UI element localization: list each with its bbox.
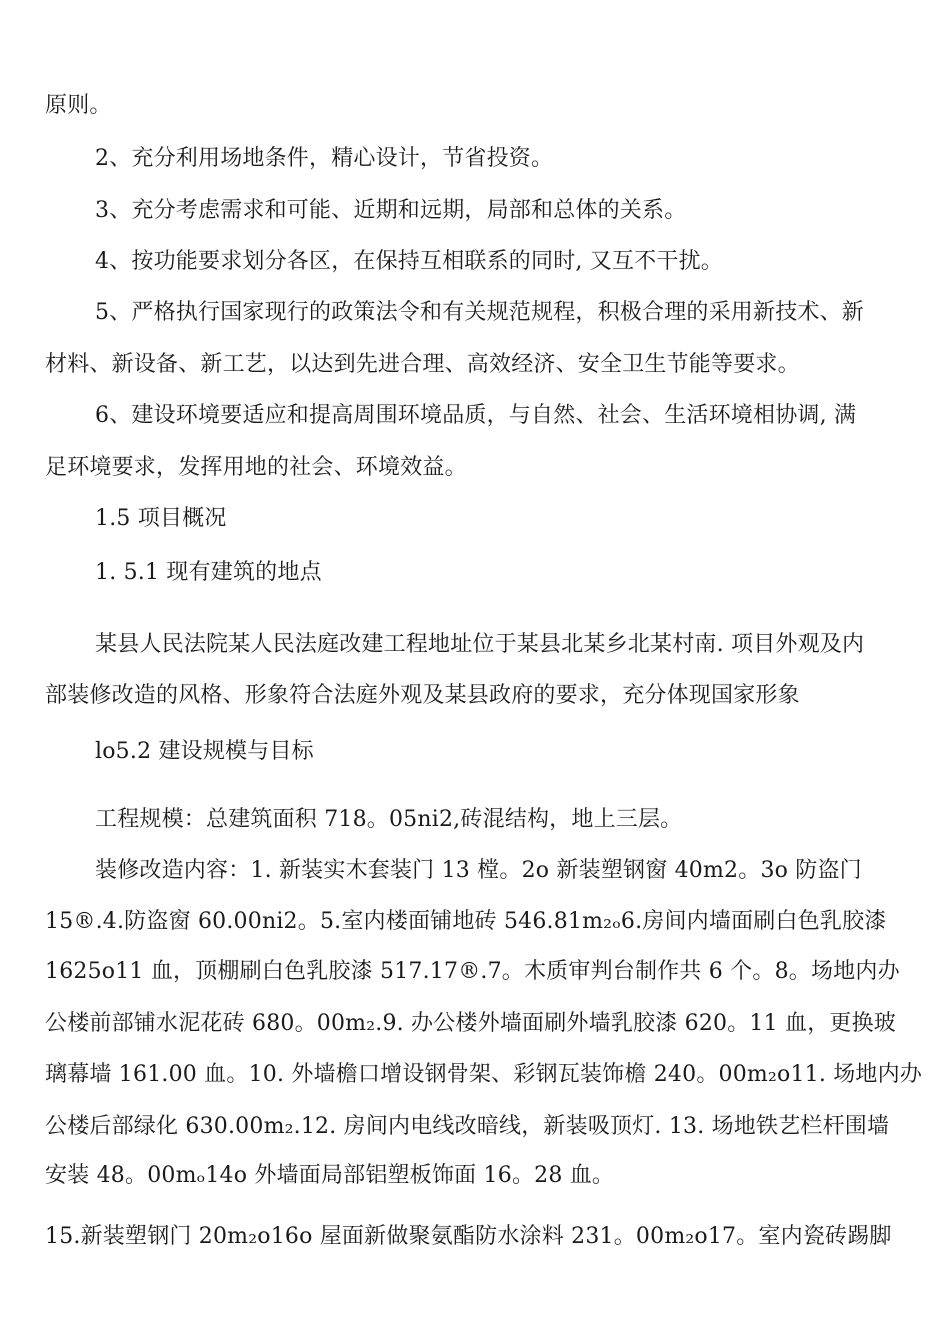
text-line: 6、建设环境要适应和提高周围环境品质，与自然、社会、生活环境相协调, 满 [95, 403, 857, 428]
subsection-heading: 1. 5.1 现有建筑的地点 [95, 560, 322, 585]
text-line: 装修改造内容：1. 新装实木套装门 13 樘。2o 新装塑钢窗 40m2。3o 防盗门 [95, 858, 862, 883]
text-line: 公楼后部绿化 630.00m₂.12. 房间内电线改暗线，新装吸顶灯. 13. 场地铁艺栏杆围墙 [45, 1114, 890, 1139]
text-line: 15®.4.防盗窗 60.00ni2。5.室内楼面铺地砖 546.81m₂ₒ6.房间内墙面刷白色乳胶漆 [45, 909, 887, 934]
text-line: 1625o11 血，顶棚刷白色乳胶漆 517.17®.7。木质审判台制作共 6 个。8。场地内办 [45, 959, 900, 984]
text-line: 足环境要求，发挥用地的社会、环境效益。 [45, 455, 467, 480]
subsection-heading: lo5.2 建设规模与目标 [95, 739, 314, 764]
text-line: 某县人民法院某人民法庭改建工程地址位于某县北某乡北某村南. 项目外观及内 [95, 632, 865, 657]
text-line: 原则。 [45, 93, 112, 118]
text-line: 3、充分考虑需求和可能、近期和远期，局部和总体的关系。 [95, 198, 687, 223]
text-line: 2、充分利用场地条件，精心设计，节省投资。 [95, 146, 554, 171]
text-line: 15.新装塑钢门 20m₂o16o 屋面新做聚氨酯防水涂料 231。00m₂o17。室内瓷砖踢脚 [45, 1224, 892, 1249]
text-line: 5、严格执行国家现行的政策法令和有关规范规程，积极合理的采用新技术、新 [95, 300, 864, 325]
text-line: 材料、新设备、新工艺，以达到先进合理、高效经济、安全卫生节能等要求。 [45, 352, 800, 377]
text-line: 公楼前部铺水泥花砖 680。00m₂.9. 办公楼外墙面刷外墙乳胶漆 620。11 血，更换玻 [45, 1011, 897, 1036]
section-heading: 1.5 项目概况 [95, 506, 227, 531]
text-line: 安装 48。00mₒ14o 外墙面局部铝塑板饰面 16。28 血。 [45, 1163, 615, 1188]
text-line: 部装修改造的风格、形象符合法庭外观及某县政府的要求，充分体现国家形象 [45, 683, 800, 708]
text-line: 工程规模：总建筑面积 718。05ni2,砖混结构，地上三层。 [95, 807, 683, 832]
text-line: 4、按功能要求划分各区，在保持互相联系的同时, 又互不干扰。 [95, 249, 723, 274]
text-line: 璃幕墙 161.00 血。10. 外墙檐口增设钢骨架、彩钢瓦装饰檐 240。00m₂o11. 场地内办 [45, 1062, 923, 1087]
